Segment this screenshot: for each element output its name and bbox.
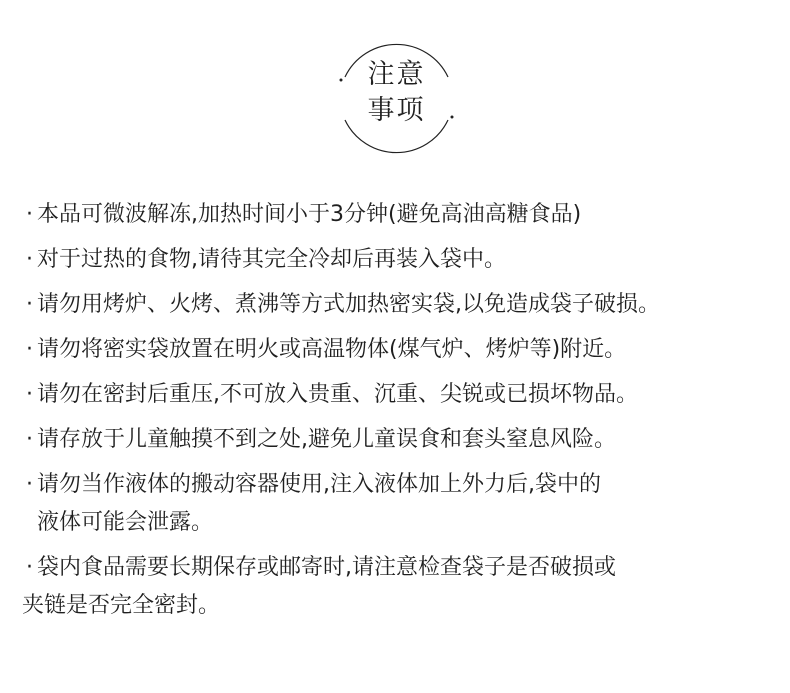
notice-item-storage [22, 549, 787, 625]
notice-header [337, 37, 456, 160]
notice-item-children [22, 421, 787, 459]
notice-item-microwave [22, 196, 787, 234]
notice-text: 对于过热的食物,请待其完全冷却后再装入袋中。 [37, 247, 506, 272]
notice-item-pressure [22, 376, 787, 414]
notice-title-line1: 注意 [367, 59, 426, 90]
bullet: · [26, 202, 33, 227]
notice-list [22, 196, 787, 625]
notice-item-heating [22, 286, 787, 324]
bullet: · [26, 247, 33, 272]
notice-text: 请勿当作液体的搬动容器使用,注入液体加上外力后,袋中的 [37, 472, 601, 497]
bullet: · [26, 427, 33, 452]
notice-title-line2: 事项 [367, 95, 426, 126]
notice-text: 请勿将密实袋放置在明火或高温物体(煤气炉、烤炉等)附近。 [37, 337, 627, 362]
bullet: · [26, 472, 33, 497]
notice-title [337, 57, 456, 129]
notice-text: 请存放于儿童触摸不到之处,避免儿童误食和套头窒息风险。 [37, 427, 616, 452]
bullet: · [26, 555, 33, 580]
bullet: · [26, 292, 33, 317]
notice-item-cooling [22, 241, 787, 279]
notice-text-continued: 夹链是否完全密封。 [22, 593, 221, 618]
notice-item-open-flame [22, 331, 787, 369]
notice-item-liquid [22, 466, 787, 542]
notice-text-continued: 液体可能会泄露。 [37, 510, 214, 535]
notice-text: 袋内食品需要长期保存或邮寄时,请注意检查袋子是否破损或 [37, 555, 616, 580]
notice-text: 本品可微波解冻,加热时间小于3分钟(避免高油高糖食品) [37, 202, 582, 227]
bullet: · [26, 337, 33, 362]
bullet: · [26, 382, 33, 407]
notice-text: 请勿在密封后重压,不可放入贵重、沉重、尖锐或已损坏物品。 [37, 382, 638, 407]
notice-text: 请勿用烤炉、火烤、煮沸等方式加热密实袋,以免造成袋子破损。 [37, 292, 660, 317]
